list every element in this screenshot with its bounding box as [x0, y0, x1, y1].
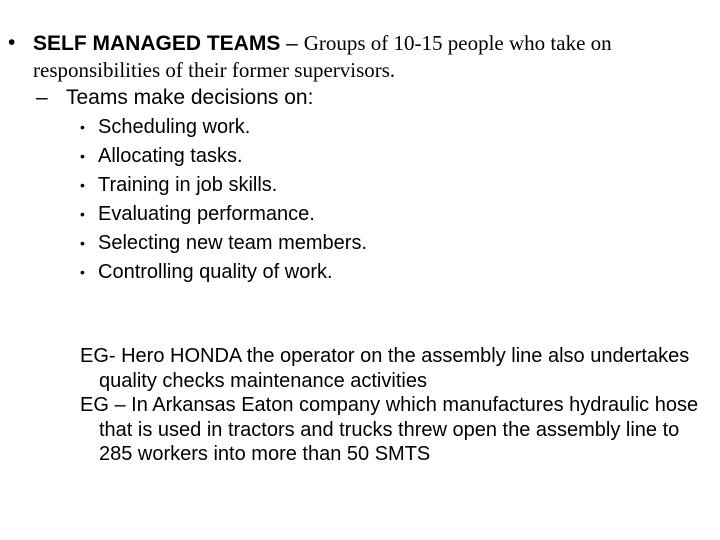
- list-item-marker: •: [80, 148, 85, 164]
- example-eaton: EG – In Arkansas Eaton company which manufactures hydraulic hose that is used in tractors and trucks threw open the assembly line to 285 workers into more than 50 SMTS: [80, 394, 699, 465]
- examples-block: [80, 344, 700, 467]
- list-item-text: Controlling quality of work.: [98, 261, 333, 283]
- sub-bullet-marker: –: [36, 86, 48, 109]
- list-item: [80, 258, 700, 287]
- list-item-text: Training in job skills.: [98, 174, 278, 196]
- main-bullet: [8, 30, 708, 83]
- example-hero-honda: EG- Hero HONDA the operator on the assembly line also undertakes quality checks maintenance activities: [80, 345, 690, 392]
- main-bullet-separator: –: [280, 32, 304, 55]
- list-item: [80, 229, 700, 258]
- main-bullet-description: Groups of 10-15 people who take on responsibilities of their former supervisors.: [33, 31, 612, 82]
- bullet-marker: •: [8, 31, 16, 54]
- list-item-text: Allocating tasks.: [98, 145, 243, 167]
- sub-bullet-text: Teams make decisions on:: [66, 86, 314, 109]
- list-item-marker: •: [80, 264, 85, 280]
- sub-bullet: [36, 85, 696, 111]
- list-item: [80, 171, 700, 200]
- list-item: [80, 113, 700, 142]
- list-item-marker: •: [80, 206, 85, 222]
- main-bullet-heading: SELF MANAGED TEAMS: [33, 32, 281, 55]
- list-item: [80, 200, 700, 229]
- decision-list: [80, 113, 700, 287]
- list-item-marker: •: [80, 177, 85, 193]
- list-item-marker: •: [80, 235, 85, 251]
- list-item-text: Evaluating performance.: [98, 203, 315, 225]
- list-item-text: Selecting new team members.: [98, 232, 368, 254]
- list-item-marker: •: [80, 119, 85, 135]
- list-item-text: Scheduling work.: [98, 116, 251, 138]
- list-item: [80, 142, 700, 171]
